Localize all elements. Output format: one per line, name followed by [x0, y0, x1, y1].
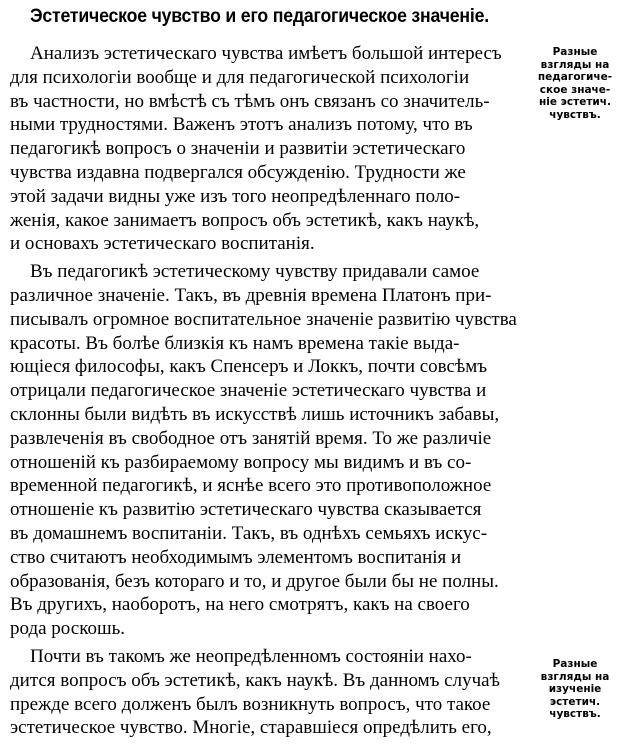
text-line: склонны были видѣть въ искусствѣ лишь источникъ забавы,	[10, 403, 500, 425]
margin-note-line: взгляды на	[540, 670, 610, 683]
text-line: образованiя, безъ котораго и то, и другое были бы не полны.	[10, 570, 499, 592]
text-line: въ домашнемъ воспитанiи. Такъ, въ однѣхъ семьяхъ искус-	[10, 522, 488, 544]
text-line: чувства издавна подвергался обсужденiю. Трудности же	[10, 161, 466, 183]
text-line: этой задачи видны уже изъ того неопредѣленнаго поло-	[10, 185, 461, 207]
text-line: ство считаютъ необходимымъ элементомъ воспитанiя и	[10, 546, 462, 568]
paragraph-2	[10, 260, 530, 641]
margin-note-line: Разные	[552, 658, 598, 670]
text-line: въ частности, но вмѣстѣ съ тѣмъ онъ связанъ со значитель-	[10, 90, 490, 112]
body-text	[10, 42, 530, 740]
text-line: рода роскошь.	[10, 618, 126, 640]
text-line: педагогикѣ вопросъ о значенiи и развитiи эстетическаго	[10, 138, 466, 160]
text-line: различное значенiе. Такъ, въ древнiя времена Платонъ при-	[10, 284, 492, 306]
text-line: женiя, какое занимаетъ вопросъ объ эстетикѣ, какъ наукѣ,	[10, 209, 480, 231]
margin-note-2	[534, 658, 616, 721]
margin-note-line: ское значе-	[539, 83, 611, 96]
text-line: отношенiй къ разбираемому вопросу мы видимъ и въ со-	[10, 451, 472, 473]
margin-note-line: изученiе	[548, 683, 602, 695]
text-line: дится вопросъ объ эстетикѣ, какъ наукѣ. Въ данномъ случаѣ	[10, 669, 500, 691]
margin-note-line: эстетич.	[549, 695, 601, 708]
margin-note-line: чувствъ.	[549, 108, 601, 121]
margin-note-line: педагогиче-	[537, 71, 613, 83]
text-line: писывалъ огромное воспитательное значенiе развитiю чувства	[10, 308, 517, 330]
margin-note-1	[534, 46, 616, 121]
text-line: отношенiе къ развитiю эстетическаго чувства сказывается	[10, 499, 482, 521]
text-line: ными трудностями. Важенъ этотъ анализъ потому, что въ	[10, 114, 473, 136]
text-line: ющiеся философы, какъ Спенсеръ и Локкъ, почти совсѣмъ	[10, 356, 488, 378]
margin-note-line: нiе эстетич.	[539, 96, 611, 108]
paragraph-3	[10, 645, 530, 740]
text-line: Въ другихъ, наоборотъ, на него смотрятъ, какъ на своего	[10, 594, 470, 616]
text-line: эстетическое чувство. Многiе, старавшiеся опредѣлить его,	[10, 717, 492, 739]
margin-note-line: чувствъ.	[549, 708, 601, 720]
text-line: Анализъ эстетическаго чувства имѣетъ большой интересъ	[30, 43, 502, 64]
paragraph-1	[10, 42, 530, 256]
text-line: красоты. Въ болѣе близкiя къ намъ времена такiе выда-	[10, 332, 460, 354]
text-line: для психологiи вообще и для педагогической психологiи	[10, 66, 470, 88]
text-line: прежде всего долженъ былъ возникнуть вопросъ, что такое	[10, 693, 491, 715]
margin-note-line: взгляды на	[540, 58, 610, 71]
text-line: Въ педагогикѣ эстетическому чувству придавали самое	[30, 261, 480, 283]
margin-note-line: Разные	[552, 46, 598, 58]
text-line: отрицали педагогическое значенiе эстетическаго чувства и	[10, 380, 487, 402]
section-heading: Эстетическое чувство и его педагогическое значенiе.	[30, 6, 490, 27]
text-line: Почти въ такомъ же неопредѣленномъ состоянiи нахо-	[30, 645, 472, 667]
text-line: временной педагогикѣ, и яснѣе всего это противоположное	[10, 475, 492, 497]
text-line: развлеченiя въ свободное отъ занятiй время. То же различiе	[10, 427, 492, 449]
text-line: и основахъ эстетическаго воспитанiя.	[10, 233, 315, 255]
